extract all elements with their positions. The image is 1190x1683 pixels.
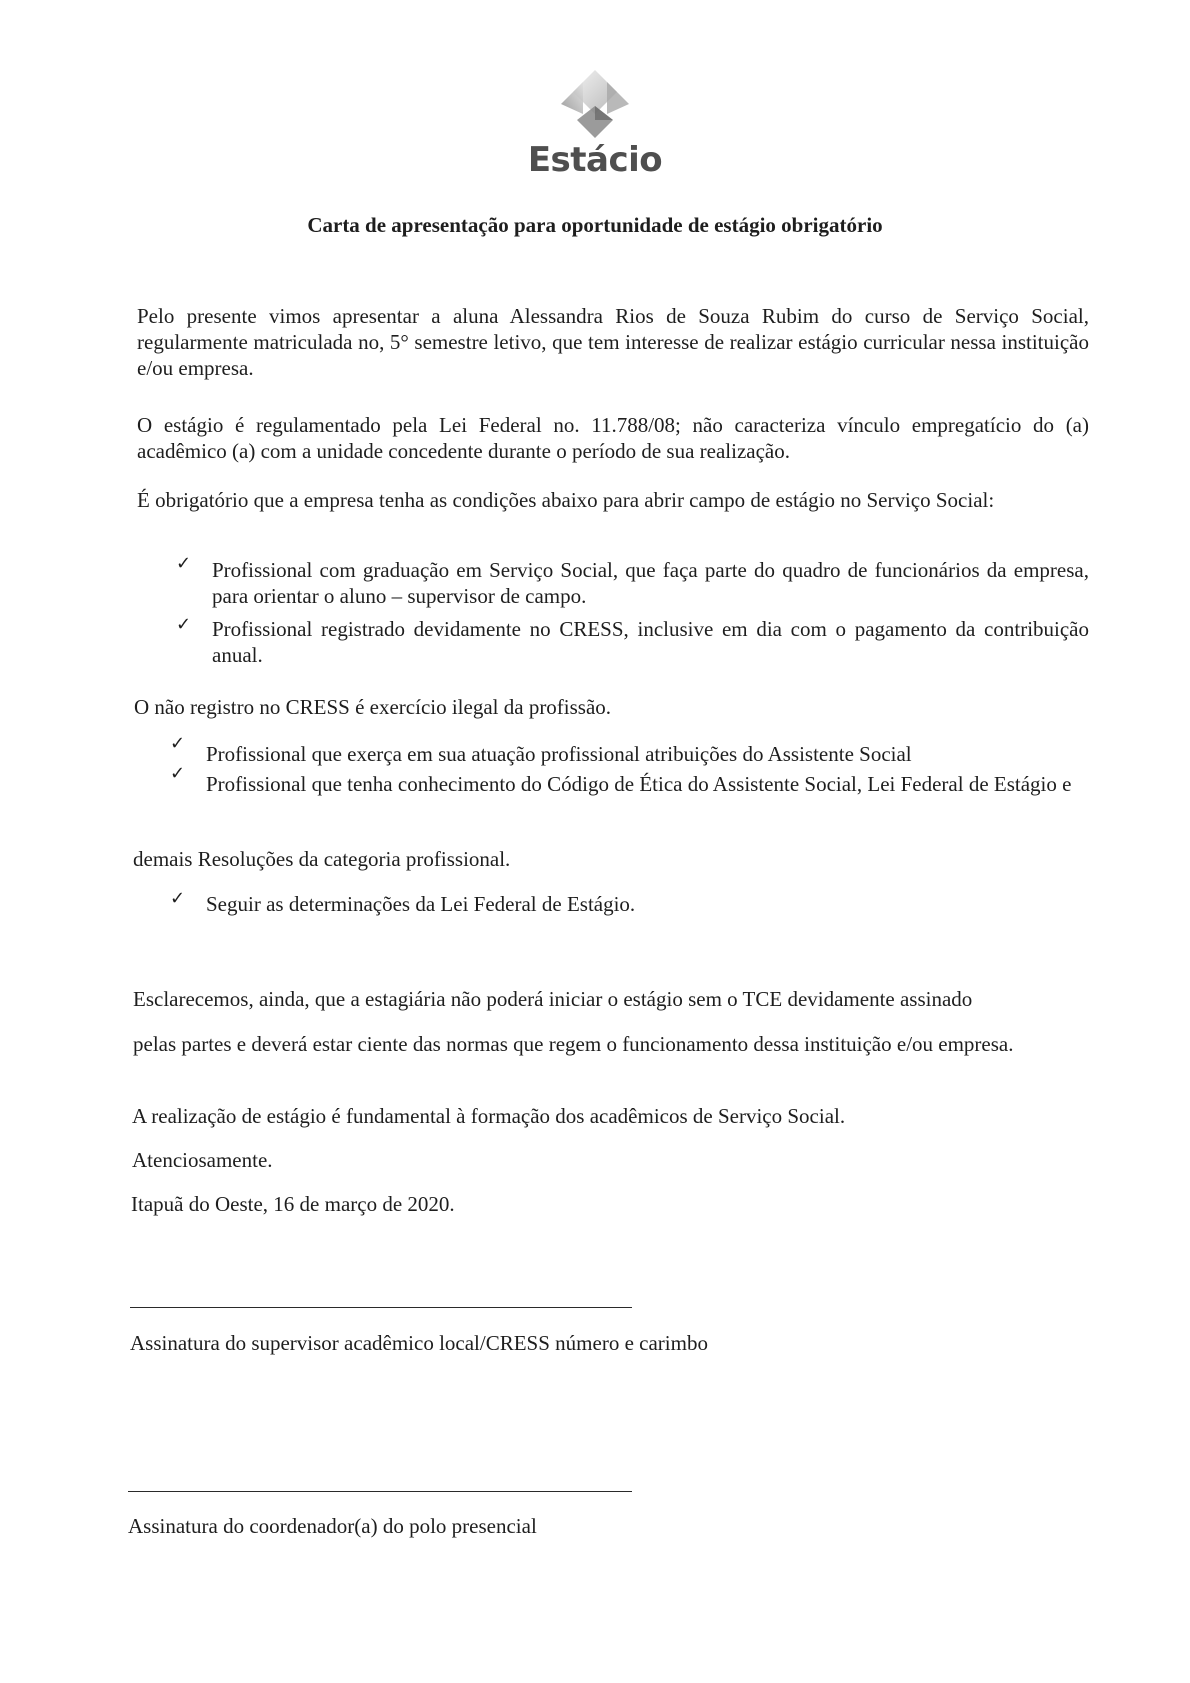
place-and-date: Itapuã do Oeste, 16 de março de 2020. (131, 1192, 455, 1216)
clarify-line-1: Esclarecemos, ainda, que a estagiária não poderá iniciar o estágio sem o TCE devidamente assinado (133, 987, 973, 1011)
condition-item: Profissional registrado devidamente no CRESS, inclusive em dia com o pagamento da contribuição anual. (212, 617, 1089, 667)
intro-paragraph: Pelo presente vimos apresentar a aluna Alessandra Rios de Souza Rubim do curso de Serviço Social, regularmente matriculada no, 5° semestre letivo, que tem interesse de realizar estágio curricular nessa instituição e/ou empresa. (137, 304, 1089, 380)
supervisor-signature-label: Assinatura do supervisor acadêmico local/CRESS número e carimbo (130, 1331, 708, 1355)
checkmark-icon: ✓ (176, 614, 192, 635)
checkmark-icon: ✓ (170, 763, 186, 784)
checkmark-icon: ✓ (170, 888, 186, 909)
coordinator-signature-line (128, 1491, 632, 1492)
condition-item: Profissional com graduação em Serviço Social, que faça parte do quadro de funcionários da empresa, para orientar o aluno – supervisor de campo. (212, 558, 1089, 608)
coordinator-signature-label: Assinatura do coordenador(a) do polo presencial (128, 1514, 537, 1538)
estacio-diamond-icon (555, 68, 635, 140)
law-paragraph: O estágio é regulamentado pela Lei Federal no. 11.788/08; não caracteriza vínculo empregatício do (a) acadêmico (a) com a unidade concedente durante o período de sua realização. (137, 413, 1089, 463)
closing-salutation: Atenciosamente. (132, 1148, 273, 1172)
resolutions-paragraph: demais Resoluções da categoria profissional. (133, 847, 511, 871)
estacio-logo (520, 68, 670, 180)
supervisor-signature-line (130, 1307, 632, 1308)
requirement-item: Seguir as determinações da Lei Federal de Estágio. (206, 892, 636, 916)
requirement-item: Profissional que tenha conhecimento do Código de Ética do Assistente Social, Lei Federal de Estágio e (206, 772, 1072, 796)
requirement-item: Profissional que exerça em sua atuação profissional atribuições do Assistente Social (206, 742, 912, 766)
clarify-line-2: pelas partes e deverá estar ciente das normas que regem o funcionamento dessa instituição e/ou empresa. (133, 1032, 1014, 1056)
checkmark-icon: ✓ (176, 553, 192, 574)
brand-name: Estácio (527, 140, 663, 180)
checkmark-icon: ✓ (170, 733, 186, 754)
letter-title: Carta de apresentação para oportunidade de estágio obrigatório (307, 213, 883, 237)
conditions-paragraph: É obrigatório que a empresa tenha as condições abaixo para abrir campo de estágio no Serviço Social: (137, 488, 995, 512)
fundamental-paragraph: A realização de estágio é fundamental à formação dos acadêmicos de Serviço Social. (132, 1104, 846, 1128)
cress-paragraph: O não registro no CRESS é exercício ilegal da profissão. (134, 695, 612, 719)
